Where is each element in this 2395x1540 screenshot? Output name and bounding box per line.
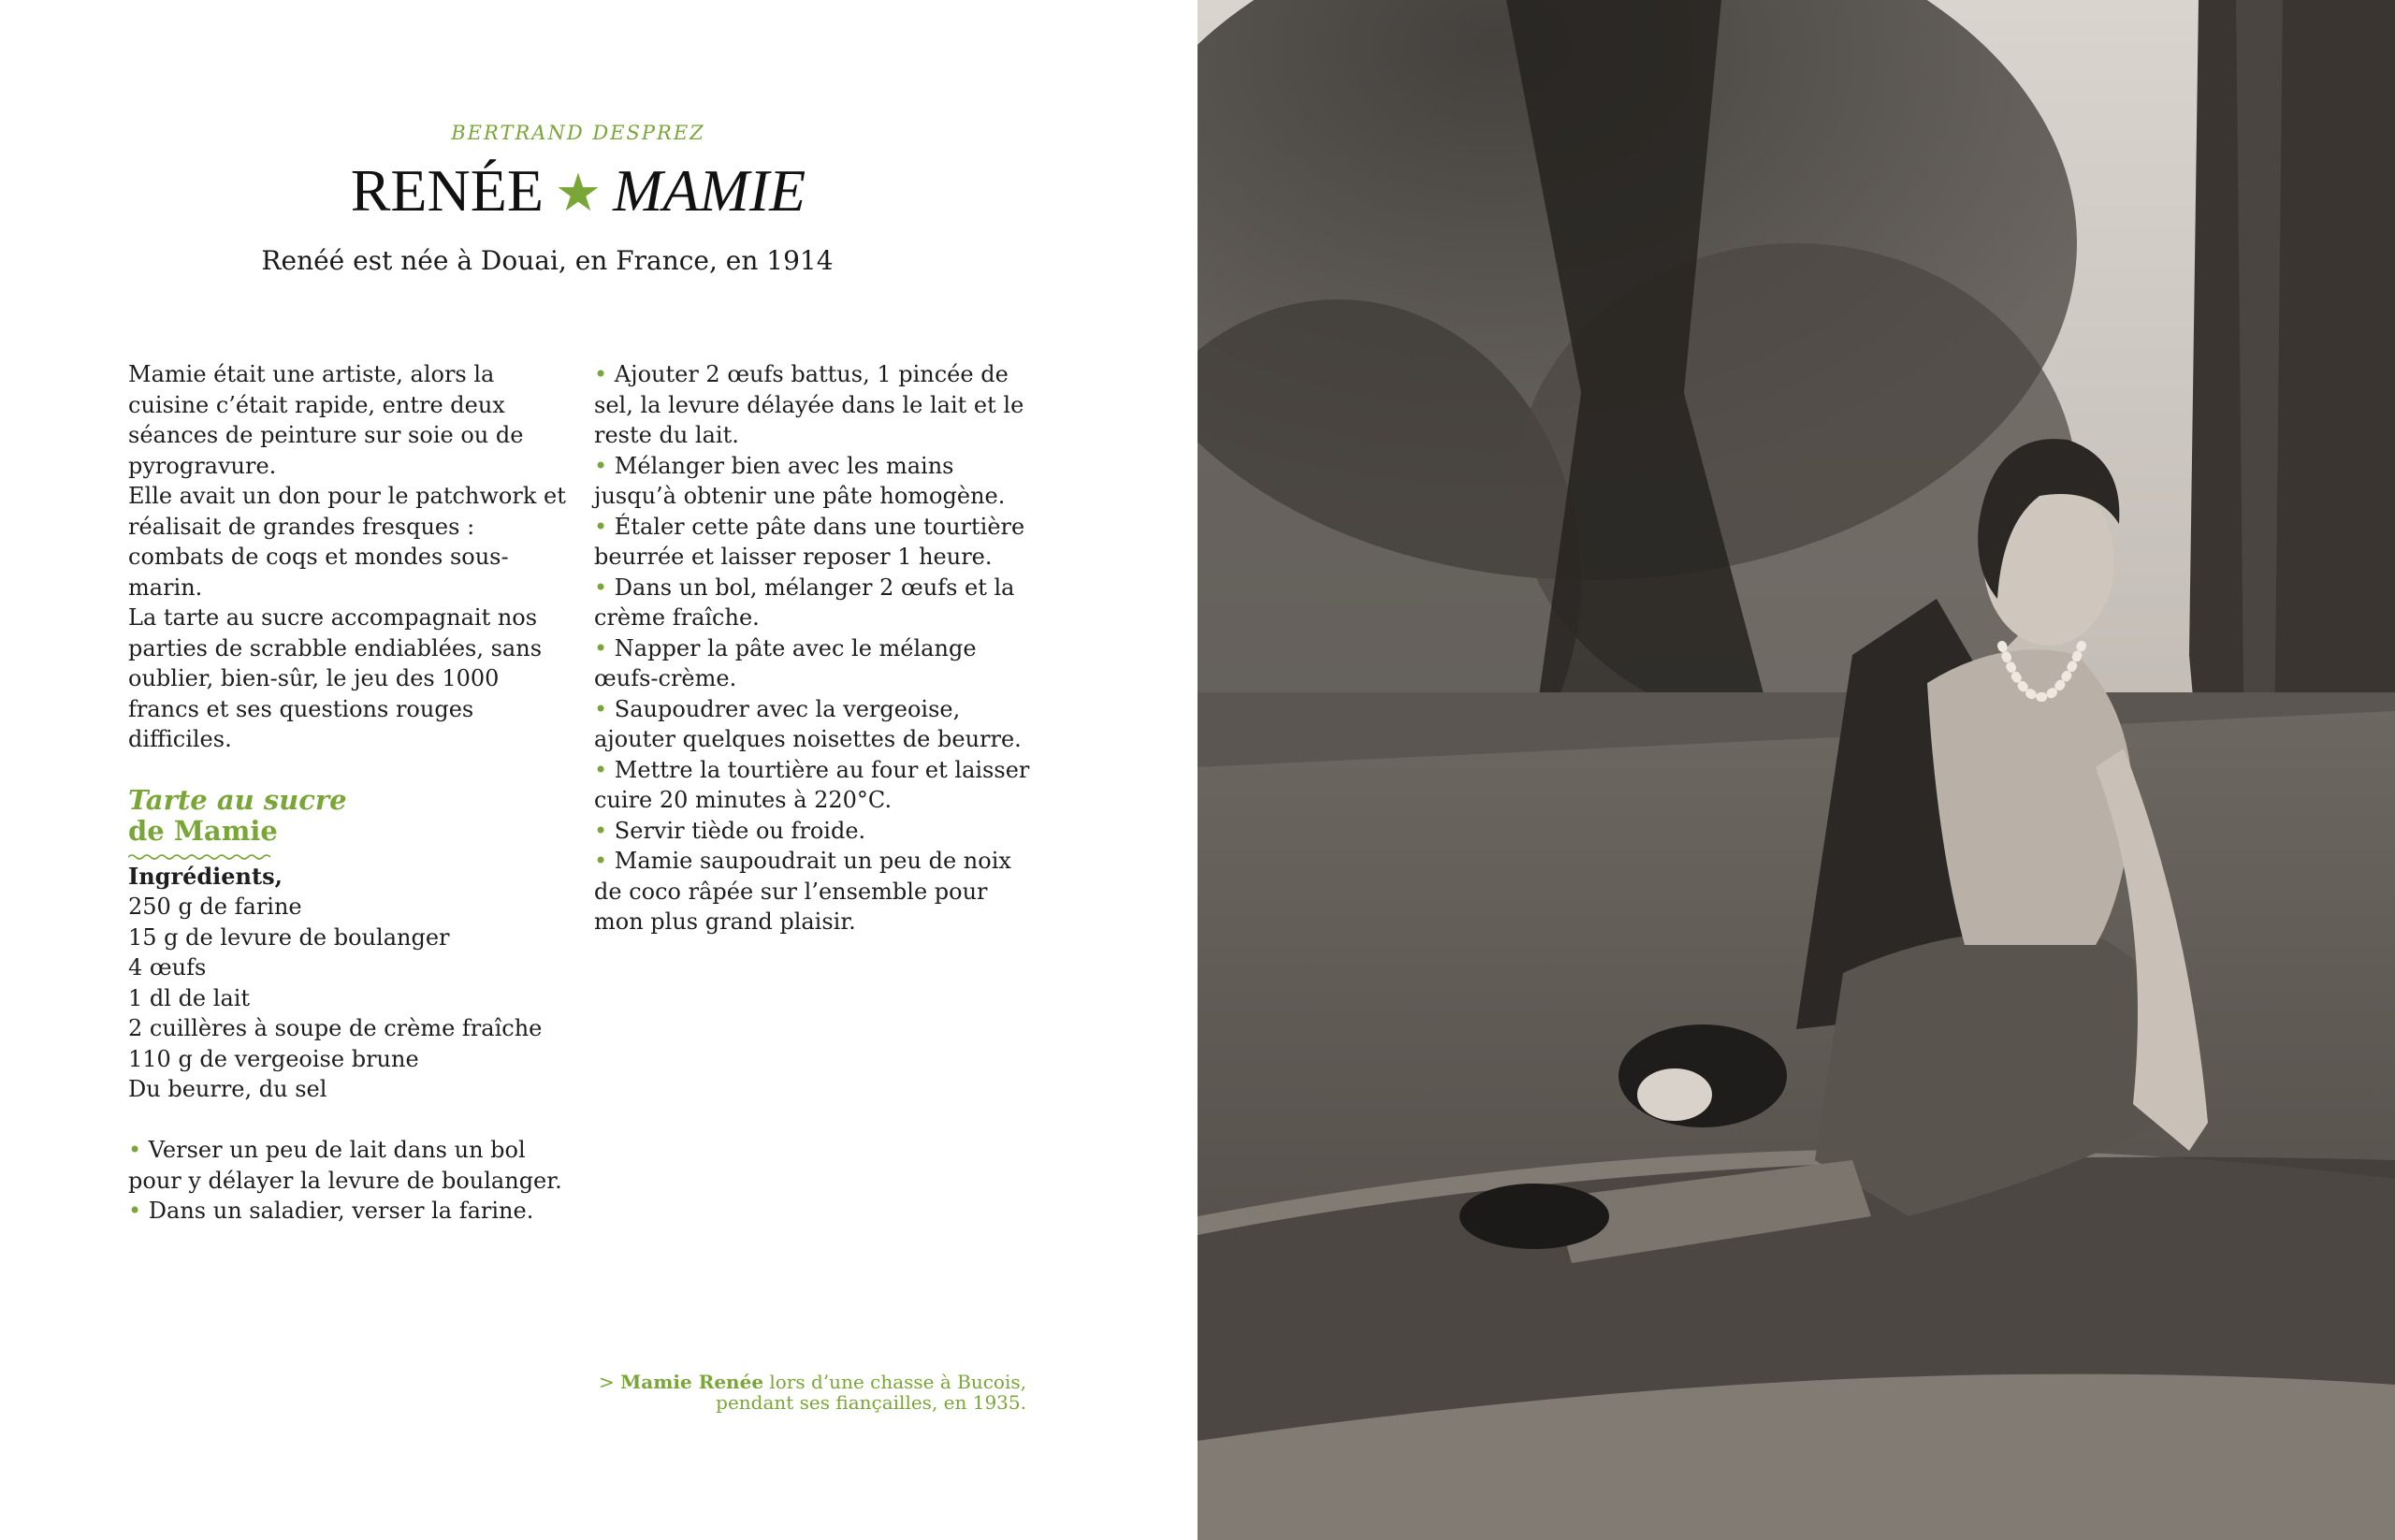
recipe-step: • Mélanger bien avec les mains jusqu’à obtenir une pâte homogène. — [594, 452, 1006, 509]
bullet-icon: • — [594, 574, 608, 601]
intro-paragraph: La tarte au sucre accompagnait nos parties de scrabble endiablées, sans oublier, bien-sûr, le jeu des 1000 francs et ses questions rouges difficiles. — [128, 604, 543, 752]
page-title — [0, 157, 1156, 224]
ingredient-item: 110 g de vergeoise brune — [128, 1045, 419, 1072]
ingredient-item: 15 g de levure de boulanger — [128, 923, 450, 951]
vintage-photo — [1198, 0, 2395, 1540]
bullet-icon: • — [594, 756, 608, 783]
bullet-icon: • — [594, 452, 608, 479]
bullet-icon: • — [594, 817, 608, 844]
author-name: BERTRAND DESPREZ — [451, 122, 705, 144]
bullet-icon: • — [128, 1198, 142, 1224]
bullet-icon: • — [594, 513, 608, 540]
right-column — [594, 359, 1034, 937]
title-name: RENÉE — [350, 157, 544, 224]
recipe-step: • Saupoudrer avec la vergeoise, ajouter quelques noisettes de beurre. — [594, 695, 1022, 752]
bullet-icon: • — [594, 848, 608, 874]
recipe-step: • Verser un peu de lait dans un bol pour y délayer la levure de boulanger. — [128, 1137, 562, 1194]
intro-paragraph: Elle avait un don pour le patchwork et réalisait de grandes fresques : combats de coqs et mondes sous-marin. — [128, 483, 566, 601]
ingredient-item: Du beurre, du sel — [128, 1076, 327, 1102]
star-icon: ★ — [554, 165, 602, 223]
recipe-title-line1: Tarte au sucre — [128, 783, 347, 816]
ingredient-item: 4 œufs — [128, 954, 207, 981]
photo-illustration — [1198, 0, 2395, 1540]
bullet-icon: • — [594, 695, 608, 722]
left-column — [128, 359, 568, 1227]
caption-name: Mamie Renée — [620, 1371, 764, 1393]
recipe-step: • Ajouter 2 œufs battus, 1 pincée de sel, la levure délayée dans le lait et le reste du lait. — [594, 361, 1024, 448]
title-role: MAMIE — [613, 157, 806, 224]
ingredient-item: 2 cuillères à soupe de crème fraîche — [128, 1015, 543, 1041]
recipe-step: • Mettre la tourtière au four et laisser cuire 20 minutes à 220°C. — [594, 756, 1030, 813]
recipe-step: • Étaler cette pâte dans une tourtière beurrée et laisser reposer 1 heure. — [594, 513, 1025, 570]
recipe-step: • Dans un saladier, verser la farine. — [128, 1198, 534, 1224]
ingredient-item: 1 dl de lait — [128, 984, 251, 1011]
bullet-icon: • — [594, 634, 608, 661]
ingredient-item: 250 g de farine — [128, 893, 302, 920]
recipe-step: • Servir tiède ou froide. — [594, 817, 866, 844]
photo-caption: > Mamie Renée lors d’une chasse à Bucois, pendant ses fiançailles, en 1935. — [599, 1371, 1026, 1414]
recipe-step: • Mamie saupoudrait un peu de noix de coco râpée sur l’ensemble pour mon plus grand plaisir. — [594, 848, 1011, 935]
bullet-icon: • — [594, 361, 608, 387]
ingredients-heading: Ingrédients, — [128, 862, 283, 890]
bullet-icon: • — [128, 1137, 142, 1163]
intro-paragraph: Mamie était une artiste, alors la cuisine c’était rapide, entre deux séances de peinture sur soie ou de pyrogravure. — [128, 361, 524, 479]
wavy-divider — [128, 852, 270, 862]
recipe-step: • Napper la pâte avec le mélange œufs-crème. — [594, 634, 977, 691]
recipe-title — [128, 785, 568, 847]
page-subtitle: Renéé est née à Douai, en France, en 1914 — [261, 245, 834, 276]
recipe-title-line2: de Mamie — [128, 814, 278, 847]
recipe-step: • Dans un bol, mélanger 2 œufs et la crème fraîche. — [594, 574, 1015, 631]
